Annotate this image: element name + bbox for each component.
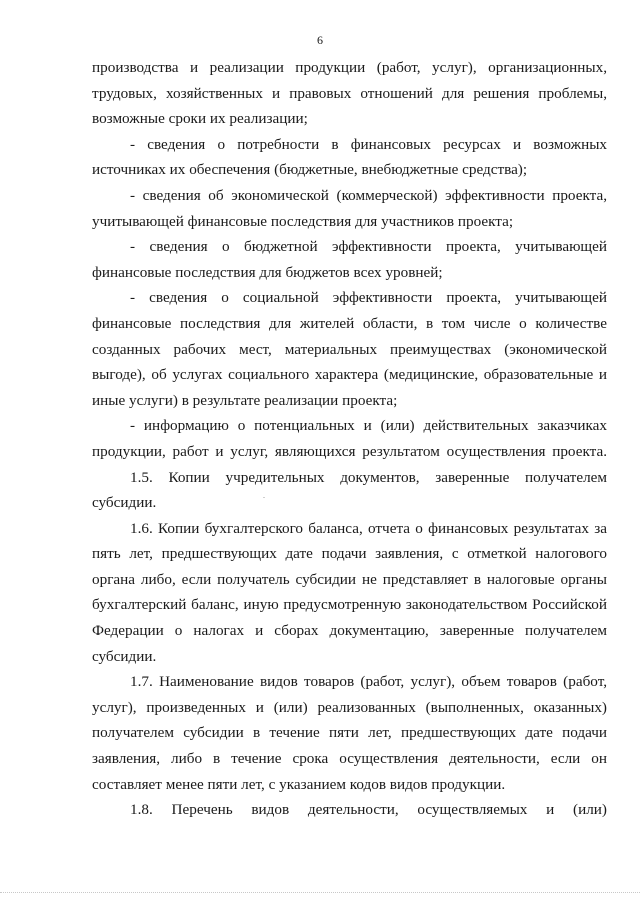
text-line: трудовых, хозяйственных и правовых отношений для решения проблемы, <box>92 84 607 102</box>
text-line: 1.7. Наименование видов товаров (работ, услуг), объем товаров (работ, <box>130 673 607 691</box>
text-line: Федерации о налогах и сборах документацию, заверенные получателем <box>92 622 607 640</box>
text-line: учитывающей финансовые последствия для участников проекта; <box>92 212 514 230</box>
scan-speck <box>263 497 265 498</box>
text-line: 1.5. Копии учредительных документов, заверенные получателем <box>130 468 607 486</box>
text-line: субсидии. <box>92 647 157 665</box>
text-line: - сведения об экономической (коммерческой) эффективности проекта, <box>130 186 607 204</box>
text-line: 1.8. Перечень видов деятельности, осуществляемых и (или) <box>130 801 607 819</box>
page-number: 6 <box>317 33 323 47</box>
text-line: - сведения о социальной эффективности проекта, учитывающей <box>130 289 607 307</box>
text-line: получателем субсидии в течение пяти лет, предшествующих дате подачи <box>92 724 607 742</box>
text-line: выгоде), об услугах социального характера (медицинские, образовательные и <box>92 366 607 384</box>
text-line: продукции, работ и услуг, являющихся результатом осуществления проекта. <box>92 442 607 460</box>
text-line: возможные сроки их реализации; <box>92 110 308 128</box>
page-bottom-edge <box>0 892 640 893</box>
text-line: производства и реализации продукции (работ, услуг), организационных, <box>92 59 607 76</box>
text-line: бухгалтерский баланс, иную предусмотренную законодательством Российской <box>92 596 607 614</box>
text-line: иные услуги) в результате реализации проекта; <box>92 391 398 409</box>
text-line: - информацию о потенциальных и (или) действительных заказчиках <box>130 417 607 435</box>
text-line: субсидии. <box>92 494 157 512</box>
text-line: составляет менее пяти лет, с указанием кодов видов продукции. <box>92 775 506 793</box>
text-line: услуг), произведенных и (или) реализованных (выполненных, оказанных) <box>92 698 607 716</box>
text-line: пять лет, предшествующих дате подачи заявления, с отметкой налогового <box>92 545 607 563</box>
text-line: финансовые последствия для жителей области, в том числе о количестве <box>92 314 607 332</box>
text-line: источниках их обеспечения (бюджетные, внебюджетные средства); <box>92 161 528 179</box>
text-line: органа либо, если получатель субсидии не представляет в налоговые органы <box>92 570 607 588</box>
text-line: - сведения о потребности в финансовых ресурсах и возможных <box>130 135 607 153</box>
text-line: заявления, либо в течение срока осуществления деятельности, если он <box>92 750 607 768</box>
text-line: финансовые последствия для бюджетов всех уровней; <box>92 263 443 281</box>
text-line: 1.6. Копии бухгалтерского баланса, отчета о финансовых результатах за <box>130 519 607 537</box>
document-body <box>92 55 607 823</box>
text-line: созданных рабочих мест, материальных преимуществах (экономической <box>92 340 607 358</box>
text-line: - сведения о бюджетной эффективности проекта, учитывающей <box>130 238 607 256</box>
